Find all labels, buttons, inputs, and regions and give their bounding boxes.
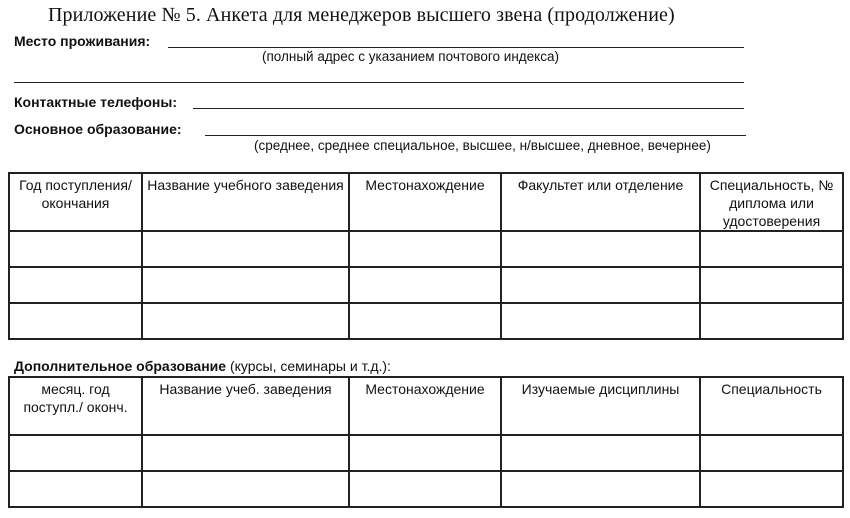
- education-input-line[interactable]: [205, 135, 746, 136]
- table-cell[interactable]: [9, 303, 142, 339]
- table-cell[interactable]: [142, 471, 349, 507]
- table-cell[interactable]: [349, 435, 501, 471]
- table-cell[interactable]: [349, 303, 501, 339]
- education-table: [8, 172, 844, 340]
- column-header: Название учеб. заведения: [142, 377, 349, 435]
- table-cell[interactable]: [349, 267, 501, 303]
- table-cell[interactable]: [700, 471, 843, 507]
- table-cell[interactable]: [700, 267, 843, 303]
- table-cell[interactable]: [349, 231, 501, 267]
- column-header: Местонахождение: [349, 377, 501, 435]
- table-cell[interactable]: [501, 471, 700, 507]
- table-cell[interactable]: [142, 435, 349, 471]
- phones-input-line[interactable]: [193, 108, 744, 109]
- table-cell[interactable]: [142, 303, 349, 339]
- table-cell[interactable]: [700, 303, 843, 339]
- table-row: [9, 303, 843, 339]
- column-header: Факультет или отделение: [501, 173, 700, 231]
- table-row: [9, 231, 843, 267]
- column-header: Специальность: [700, 377, 843, 435]
- table-cell[interactable]: [501, 435, 700, 471]
- residence-label: Место проживания:: [14, 33, 151, 49]
- table-cell[interactable]: [9, 231, 142, 267]
- page-title: Приложение № 5. Анкета для менеджеров высшего звена (продолжение): [48, 4, 675, 26]
- table-row: [9, 471, 843, 507]
- table-cell[interactable]: [142, 231, 349, 267]
- table-cell[interactable]: [349, 471, 501, 507]
- table-cell[interactable]: [700, 231, 843, 267]
- phones-label: Контактные телефоны:: [14, 94, 177, 110]
- education-label: Основное образование:: [14, 121, 182, 137]
- column-header: Местонахождение: [349, 173, 501, 231]
- education-hint: (среднее, среднее специальное, высшее, н/высшее, дневное, вечернее): [254, 138, 711, 153]
- column-header: Изучаемые дисциплины: [501, 377, 700, 435]
- table-cell[interactable]: [501, 231, 700, 267]
- table-header-row: [9, 173, 843, 231]
- table-header-row: [9, 377, 843, 435]
- residence-input-line-2[interactable]: [14, 82, 744, 83]
- column-header: месяц. год поступл./ оконч.: [9, 377, 142, 435]
- column-header: Специальность, № диплома или удостоверения: [700, 173, 843, 231]
- table-cell[interactable]: [501, 303, 700, 339]
- table-cell[interactable]: [9, 435, 142, 471]
- residence-hint: (полный адрес с указанием почтового индекса): [262, 49, 559, 64]
- additional-education-table: [8, 376, 844, 508]
- table-cell[interactable]: [501, 267, 700, 303]
- table-cell[interactable]: [9, 471, 142, 507]
- additional-education-label: Дополнительное образование (курсы, семинары и т.д.):: [14, 358, 391, 374]
- column-header: Год поступления/ окончания: [9, 173, 142, 231]
- table-cell[interactable]: [142, 267, 349, 303]
- table-cell[interactable]: [700, 435, 843, 471]
- table-row: [9, 267, 843, 303]
- table-cell[interactable]: [9, 267, 142, 303]
- table-row: [9, 435, 843, 471]
- column-header: Название учебного заведения: [142, 173, 349, 231]
- residence-input-line[interactable]: [168, 47, 744, 48]
